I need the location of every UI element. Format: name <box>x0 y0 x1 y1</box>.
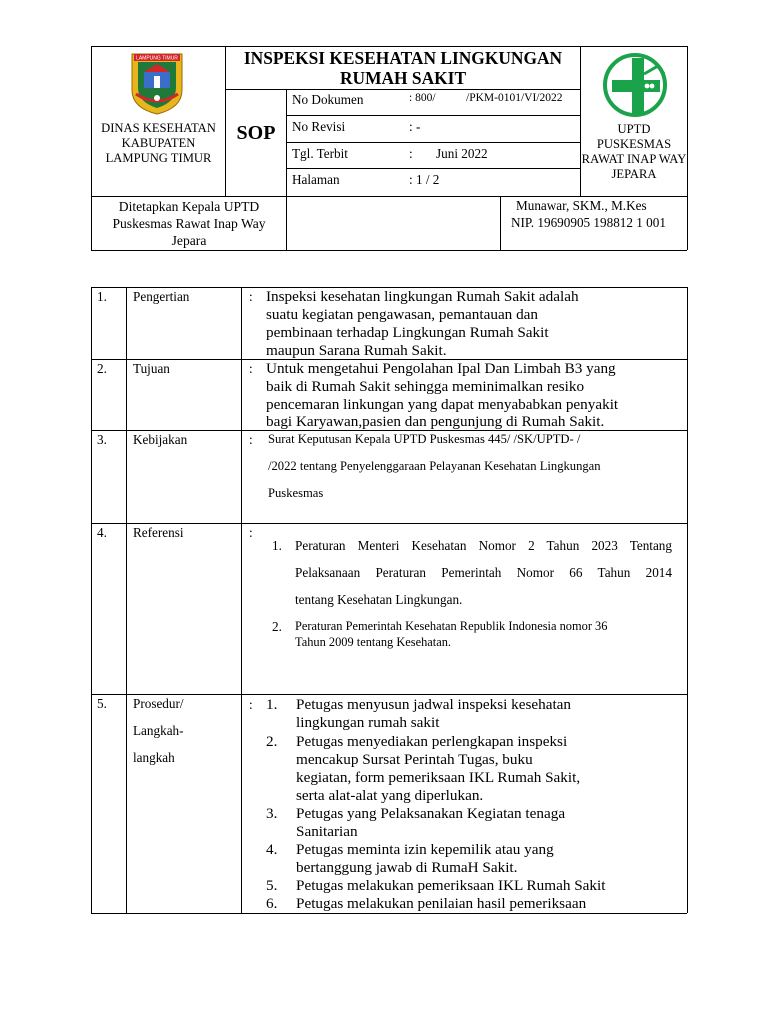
step-line: mencakup Sursat Perintah Tugas, buku <box>296 751 533 768</box>
step-line: Petugas melakukan penilaian hasil pemeriksaan <box>296 895 587 912</box>
row-1-label: Pengertian <box>133 289 190 304</box>
row-4-item-number: 1. <box>272 538 282 553</box>
row-5-label-line: Prosedur/ <box>133 696 184 711</box>
doc-number-value-a: : 800/ <box>409 92 436 104</box>
logo-banner-text: LAMPUNG TIMUR <box>136 55 178 62</box>
row-4-item-line: Tahun 2009 tentang Kesehatan. <box>295 635 452 649</box>
step-number: 2. <box>266 733 278 750</box>
row-1-colon: : <box>249 289 253 304</box>
row-3-colon: : <box>249 432 253 447</box>
row-1-number: 1. <box>97 289 107 304</box>
row-4-number: 4. <box>97 525 107 540</box>
row-4-item-line: Pelaksanaan Peraturan Pemerintah Nomor 66 Tahun 2014 <box>295 565 672 580</box>
row-3-text-line: Puskesmas <box>268 486 324 500</box>
row-4-item-line: Peraturan Pemerintah Kesehatan Republik Indonesia nomor 36 <box>295 619 608 633</box>
row-4-item-number: 2. <box>272 619 282 634</box>
agency-name: DINAS KESEHATAN KABUPATEN LAMPUNG TIMUR <box>101 121 216 165</box>
step-line: lingkungan rumah sakit <box>296 714 440 731</box>
revision-value: : - <box>409 119 421 134</box>
row-4-item-line: Peraturan Menteri Kesehatan Nomor 2 Tahun 2023 Tentang <box>295 538 672 553</box>
step-number: 4. <box>266 841 278 858</box>
row-5-label-line: langkah <box>133 750 175 765</box>
document-title-line2: RUMAH SAKIT <box>339 68 467 88</box>
row-3-number: 3. <box>97 432 107 447</box>
row-2-label: Tujuan <box>133 361 170 376</box>
puskesmas-cross-logo <box>602 48 668 122</box>
row-1-text-line: Inspeksi kesehatan lingkungan Rumah Sakit adalah <box>266 288 579 305</box>
step-line: Petugas menyediakan perlengkapan inspeksi <box>296 733 568 750</box>
row-1-text-line: maupun Sarana Rumah Sakit. <box>266 342 447 359</box>
row-2-number: 2. <box>97 361 107 376</box>
puskesmas-name: UPTD PUSKESMAS RAWAT INAP WAY JEPARA <box>581 122 687 181</box>
row-2-text-line: Untuk mengetahui Pengolahan Ipal Dan Limbah B3 yang <box>266 360 616 377</box>
page-label: Halaman <box>292 172 340 187</box>
row-2-colon: : <box>249 361 253 376</box>
document-title-line1: INSPEKSI KESEHATAN LINGKUNGAN <box>243 48 563 68</box>
row-2-text-line: baik di Rumah Sakit sehingga meminimalkan resiko <box>266 378 585 395</box>
row-4-item-line: tentang Kesehatan Lingkungan. <box>295 592 463 607</box>
step-number: 6. <box>266 895 278 912</box>
row-5-number: 5. <box>97 696 107 711</box>
lampung-timur-logo <box>124 50 190 116</box>
sop-label: SOP <box>236 122 276 144</box>
step-line: Sanitarian <box>296 823 358 840</box>
doc-number-label: No Dokumen <box>292 92 364 107</box>
step-line: Petugas yang Pelaksanakan Kegiatan tenaga <box>296 805 566 822</box>
step-line: Petugas melakukan pemeriksaan IKL Rumah Sakit <box>296 877 606 894</box>
set-by-text: Ditetapkan Kepala UPTD Puskesmas Rawat Inap Way Jepara <box>112 199 266 248</box>
doc-number-value-b: /PKM-0101/VI/2022 <box>466 92 563 104</box>
issue-date-colon: : <box>409 146 413 161</box>
row-1-text-line: pembinaan terhadap Lingkungan Rumah Sakit <box>266 324 549 341</box>
step-line: bertanggung jawab di RumaH Sakit. <box>296 859 518 876</box>
issue-date-value: Juni 2022 <box>436 146 488 161</box>
row-3-text-line: /2022 tentang Penyelenggaraan Pelayanan Kesehatan Lingkungan <box>268 459 601 473</box>
step-number: 1. <box>266 696 278 713</box>
step-line: serta alat-alat yang diperlukan. <box>296 787 484 804</box>
step-line: kegiatan, form pemeriksaan IKL Rumah Sakit, <box>296 769 581 786</box>
row-4-label: Referensi <box>133 525 184 540</box>
row-5-colon: : <box>249 697 253 712</box>
row-1-text-line: suatu kegiatan pengawasan, pemantauan dan <box>266 306 539 323</box>
revision-label: No Revisi <box>292 119 346 134</box>
step-number: 3. <box>266 805 278 822</box>
signer-name: Munawar, SKM., M.Kes <box>516 198 647 213</box>
signer-nip: NIP. 19690905 198812 1 001 <box>511 215 666 230</box>
row-2-text-line: bagi Karyawan,pasien dan pengunjung di Rumah Sakit. <box>266 413 605 430</box>
page-value: : 1 / 2 <box>409 172 440 187</box>
step-line: Petugas menyusun jadwal inspeksi kesehatan <box>296 696 572 713</box>
step-number: 5. <box>266 877 278 894</box>
step-line: Petugas meminta izin kepemilik atau yang <box>296 841 554 858</box>
row-3-label: Kebijakan <box>133 432 188 447</box>
issue-date-label: Tgl. Terbit <box>292 146 348 161</box>
row-3-text-line: Surat Keputusan Kepala UPTD Puskesmas 445/ /SK/UPTD- / <box>268 432 581 446</box>
row-5-label-line: Langkah- <box>133 723 184 738</box>
row-2-text-line: pencemaran linkungan yang dapat menyababkan penyakit <box>266 396 619 413</box>
row-4-colon: : <box>249 525 253 540</box>
